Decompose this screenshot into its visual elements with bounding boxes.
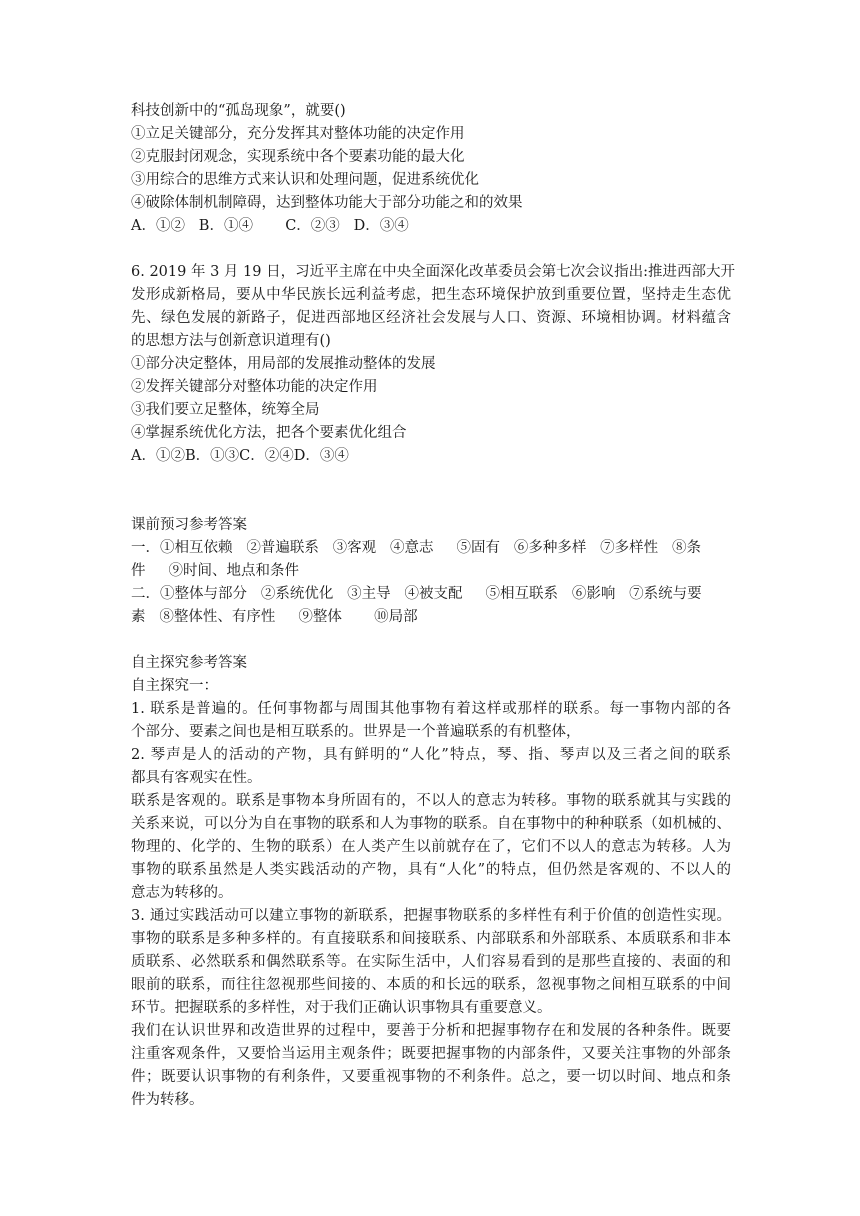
explore-answers <box>131 652 731 1112</box>
explore-answers-title: 自主探究参考答案 <box>131 655 247 671</box>
preview-answers <box>131 514 731 629</box>
question-5-option-2: ②克服封闭观念，实现系统中各个要素功能的最大化 <box>131 149 465 165</box>
question-6-stem-line-2: 发形成新格局，要从中华民族长远利益考虑，把生态环境保护放到重要位置，坚持走生态优 <box>131 287 731 303</box>
preview-answers-line-4: 素 ⑧整体性、有序性 ⑨整体 ⑩局部 <box>131 609 418 625</box>
explore-line-4: 都具有客观实在性。 <box>131 770 262 786</box>
question-6 <box>131 261 735 468</box>
explore-line-13: 眼前的联系，而往往忽视那些间接的、本质的和长远的联系，忽视事物之间相互联系的中间 <box>131 977 731 993</box>
explore-line-12: 质联系、必然联系和偶然联系等。在实际生活中，人们容易看到的是那些直接的、表面的和 <box>131 954 731 970</box>
preview-answers-line-1: 一．①相互依赖 ②普遍联系 ③客观 ④意志 ⑤固有 ⑥多种多样 ⑦多样性 ⑧条 <box>131 540 702 556</box>
explore-line-6: 关系来说，可以分为自在事物的联系和人为事物的联系。自在事物中的种种联系（如机械的、 <box>131 816 731 832</box>
question-6-choices: A．①②B．①③C．②④D．③④ <box>131 448 349 464</box>
question-5 <box>131 100 731 238</box>
question-6-option-4: ④掌握系统优化方法，把各个要素优化组合 <box>131 425 407 441</box>
preview-answers-line-3: 二．①整体与部分 ②系统优化 ③主导 ④被支配 ⑤相互联系 ⑥影响 ⑦系统与要 <box>131 586 702 602</box>
document-page <box>131 100 735 1112</box>
question-6-option-3: ③我们要立足整体，统筹全局 <box>131 402 320 418</box>
explore-line-15: 我们在认识世界和改造世界的过程中，要善于分析和把握事物存在和发展的各种条件。既要 <box>131 1023 731 1039</box>
explore-line-17: 件；既要认识事物的有利条件，又要重视事物的不利条件。总之，要一切以时间、地点和条 <box>131 1069 731 1085</box>
explore-line-11: 事物的联系是多种多样的。有直接联系和间接联系、内部联系和外部联系、本质联系和非本 <box>131 931 731 947</box>
explore-line-5: 联系是客观的。联系是事物本身所固有的，不以人的意志为转移。事物的联系就其与实践的 <box>131 793 731 809</box>
question-5-option-4: ④破除体制机制障碍，达到整体功能大于部分功能之和的效果 <box>131 195 523 211</box>
explore-line-16: 注重客观条件，又要恰当运用主观条件；既要把握事物的内部条件，又要关注事物的外部条 <box>131 1046 731 1062</box>
explore-line-14: 环节。把握联系的多样性，对于我们正确认识事物具有重要意义。 <box>131 1000 552 1016</box>
explore-line-1: 1. 联系是普遍的。任何事物都与周围其他事物有着这样或那样的联系。每一事物内部的各 <box>131 701 731 717</box>
question-6-stem-line-3: 先、绿色发展的新路子，促进西部地区经济社会发展与人口、资源、环境相协调。材料蕴含 <box>131 310 731 326</box>
explore-line-2: 个部分、要素之间也是相互联系的。世界是一个普遍联系的有机整体， <box>131 724 581 740</box>
question-6-stem-line-1: 6. 2019 年 3 月 19 日，习近平主席在中央全面深化改革委员会第七次会议指出:推进西部大开 <box>131 264 735 280</box>
preview-answers-title: 课前预习参考答案 <box>131 517 247 533</box>
explore-line-18: 件为转移。 <box>131 1092 204 1108</box>
explore-line-8: 事物的联系虽然是人类实践活动的产物，具有“人化”的特点，但仍然是客观的、不以人的 <box>131 862 731 878</box>
question-5-stem: 科技创新中的“孤岛现象”，就要() <box>131 103 346 119</box>
explore-line-10: 3. 通过实践活动可以建立事物的新联系，把握事物联系的多样性有利于价值的创造性实现。 <box>131 908 731 924</box>
question-5-option-1: ①立足关键部分，充分发挥其对整体功能的决定作用 <box>131 126 465 142</box>
question-6-stem-line-4: 的思想方法与创新意识道理有() <box>131 333 331 349</box>
preview-answers-line-2: 件 ⑨时间、地点和条件 <box>131 563 300 579</box>
question-5-option-3: ③用综合的思维方式来认识和处理问题，促进系统优化 <box>131 172 479 188</box>
question-6-option-2: ②发挥关键部分对整体功能的决定作用 <box>131 379 378 395</box>
explore-line-7: 物理的、化学的、生物的联系）在人类产生以前就存在了，它们不以人的意志为转移。人为 <box>131 839 731 855</box>
question-5-choices: A．①② B．①④ C．②③ D．③④ <box>131 218 409 234</box>
explore-line-3: 2. 琴声是人的活动的产物，具有鲜明的“人化”特点，琴、指、琴声以及三者之间的联系 <box>131 747 731 763</box>
explore-line-9: 意志为转移的。 <box>131 885 233 901</box>
explore-answers-subtitle: 自主探究一： <box>131 678 218 694</box>
question-6-option-1: ①部分决定整体，用局部的发展推动整体的发展 <box>131 356 436 372</box>
